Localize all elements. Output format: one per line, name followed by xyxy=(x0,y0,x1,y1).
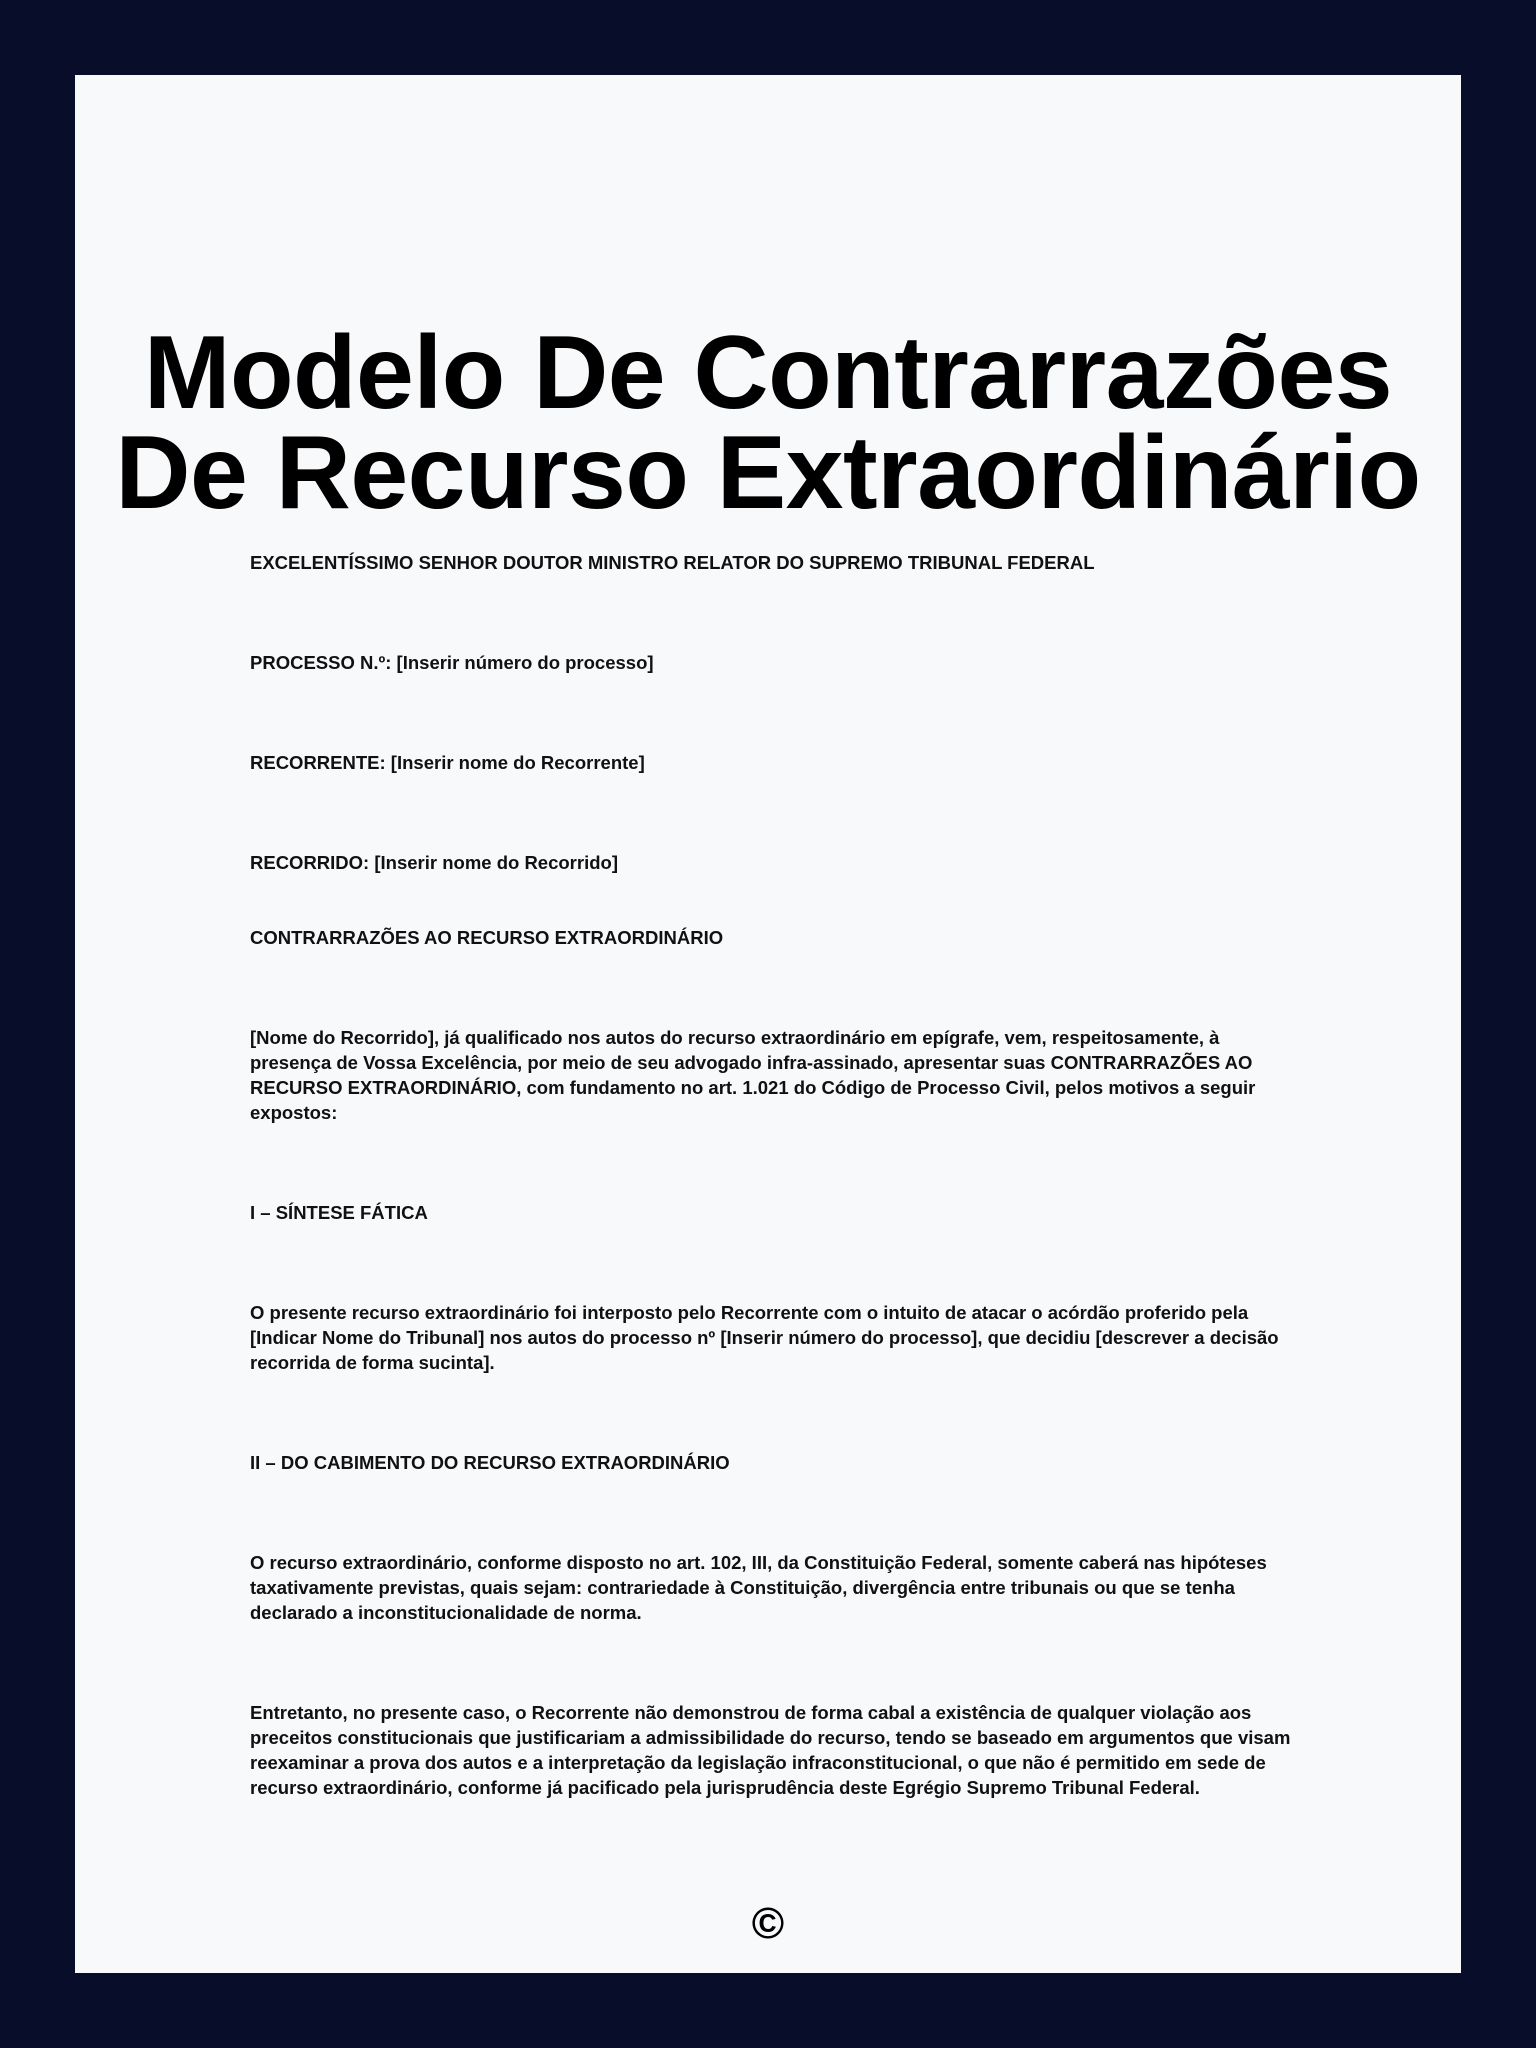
addressee-line: EXCELENTÍSSIMO SENHOR DOUTOR MINISTRO RELATOR DO SUPREMO TRIBUNAL FEDERAL xyxy=(250,552,1095,573)
intro-paragraph: [Nome do Recorrido], já qualificado nos autos do recurso extraordinário em epígrafe, vem, respeitosamente, à presença de Vossa Excelência, por meio de seu advogado infra-assinado, apresentar suas CONTRARRAZÕES AO RECURSO EXTRAORDINÁRIO, com fundamento no art. 1.021 do Código de Processo Civil, pelos motivos a seguir expostos: xyxy=(250,1027,1256,1123)
admissibility-paragraph: O recurso extraordinário, conforme disposto no art. 102, III, da Constituição Federal, somente caberá nas hipóteses taxativamente previstas, quais sejam: contrariedade à Constituição, divergência entre tribunais ou que se tenha declarado a inconstitucionalidade de norma. xyxy=(250,1552,1267,1623)
document-title: Modelo De Contrarrazões De Recurso Extraordinário xyxy=(115,315,1421,531)
appellant-line: RECORRENTE: [Inserir nome do Recorrente] xyxy=(250,752,645,773)
facts-paragraph: O presente recurso extraordinário foi interposto pelo Recorrente com o intuito de atacar o acórdão proferido pela [Indicar Nome do Tribunal] nos autos do processo nº [Inserir número do processo], que decidiu [descrever a decisão recorrida de forma sucinta]. xyxy=(250,1302,1279,1373)
document-heading: CONTRARRAZÕES AO RECURSO EXTRAORDINÁRIO xyxy=(250,927,724,948)
copyright-icon: © xyxy=(751,1899,785,1948)
section-heading-facts: I – SÍNTESE FÁTICA xyxy=(250,1202,428,1223)
section-heading-admissibility: II – DO CABIMENTO DO RECURSO EXTRAORDINÁRIO xyxy=(250,1452,730,1473)
process-number-line: PROCESSO N.º: [Inserir número do processo] xyxy=(250,652,654,673)
appellee-line: RECORRIDO: [Inserir nome do Recorrido] xyxy=(250,852,618,873)
document-page xyxy=(75,75,1461,1973)
argument-paragraph: Entretanto, no presente caso, o Recorrente não demonstrou de forma cabal a existência de qualquer violação aos preceitos constitucionais que justificariam a admissibilidade do recurso, tendo se baseado em argumentos que visam reexaminar a prova dos autos e a interpretação da legislação infraconstitucional, o que não é permitido em sede de recurso extraordinário, conforme já pacificado pela jurisprudência deste Egrégio Supremo Tribunal Federal. xyxy=(250,1702,1291,1798)
